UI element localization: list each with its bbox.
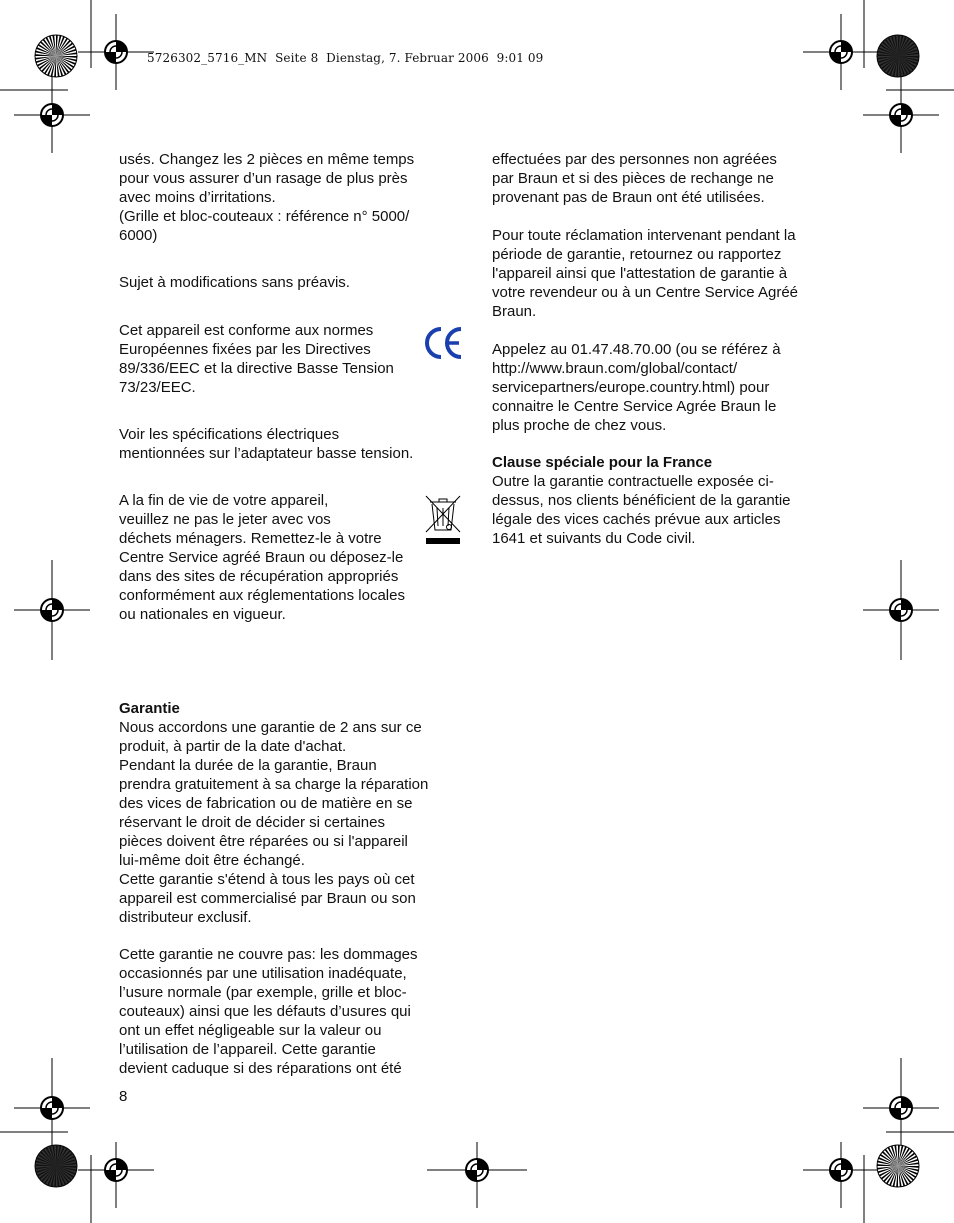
paragraph-clause-france: Outre la garantie contractuelle exposée ci- dessus, nos clients bénéficient de la garantie légale des vices cachés prévue aux articles 1641 et suivants du Code civil. [492,473,791,547]
registration-mark-icon [861,560,941,660]
registration-mark-icon [427,1142,527,1208]
registration-mark-icon [861,75,941,155]
heading-garantie: Garantie [119,700,180,717]
crossed-out-bin-icon [424,494,462,546]
paragraph-shaving-parts: usés. Changez les 2 pièces en même temps pour vous assurer d’un rasage de plus près avec moins d’irritations. (Grille et bloc-couteaux : référence n° 5000/ 6000) [119,151,415,244]
paragraph-modifications: Sujet à modifications sans préavis. [119,274,350,291]
paragraph-ce-conformity: Cet appareil est conforme aux normes Européennes fixées par les Directives 89/336/EEC et la directive Basse Tension 73/23/EEC. [119,322,394,396]
starburst-target-icon [876,1144,920,1188]
paragraph-claims: Pour toute réclamation intervenant pendant la période de garantie, retournez ou rapportez l'appareil ainsi que l'attestation de garantie à votre revendeur ou à un Centre Service Agréé Braun. [492,227,799,320]
registration-mark-icon [12,560,92,660]
starburst-target-icon [876,34,920,78]
paragraph-contact: Appelez au 01.47.48.70.00 (ou se référez à http://www.braun.com/global/contact/ servicepartners/europe.country.html) pour connaitre le Centre Service Agrée Braun le plus proche de chez vous. [492,341,781,434]
print-header: 5726302_5716_MN Seite 8 Dienstag, 7. Februar 2006 9:01 09 [147,51,544,65]
ce-mark-icon [424,326,464,360]
starburst-target-icon [34,1144,78,1188]
heading-clause-france: Clause spéciale pour la France [492,454,713,471]
registration-mark-icon [12,75,92,155]
paragraph-garantie: Nous accordons une garantie de 2 ans sur ce produit, à partir de la date d'achat. Pendant la durée de la garantie, Braun prendra gratuitement à sa charge la réparation des vices de fabrication ou de matière en se réservant le droit de décider si certaines pièces doivent être réparées ou si l'appareil lui-même doit être échangé. Cette garantie s'étend à tous les pays où cet appareil est commercialisé par Braun ou son distributeur exclusif. [119,719,429,926]
paragraph-garantie-exclusions: Cette garantie ne couvre pas: les dommages occasionnés par une utilisation inadéquate, l’usure normale (par exemple, grille et bloc- couteaux) ainsi que les défauts d’usures qui ont un effet négligeable sur la valeur ou l’utilisation de l’appareil. Cette garantie devient caduque si des réparations ont été [119,946,418,1077]
paragraph-electrical-specs: Voir les spécifications électriques mentionnées sur l’adaptateur basse tension. [119,426,414,462]
registration-mark-icon [76,1142,156,1208]
paragraph-unauthorized-repairs: effectuées par des personnes non agréées par Braun et si des pièces de rechange ne provenant pas de Braun ont été utilisées. [492,151,777,206]
starburst-target-icon [34,34,78,78]
registration-mark-icon [801,1142,881,1208]
paragraph-disposal: A la fin de vie de votre appareil, veuillez ne pas le jeter avec vos déchets ménagers. Remettez-le à votre Centre Service agréé Braun ou déposez-le dans des sites de récupération appropriés conformément aux réglementations locales ou nationales en vigueur. [119,492,405,623]
page-number: 8 [119,1088,128,1105]
